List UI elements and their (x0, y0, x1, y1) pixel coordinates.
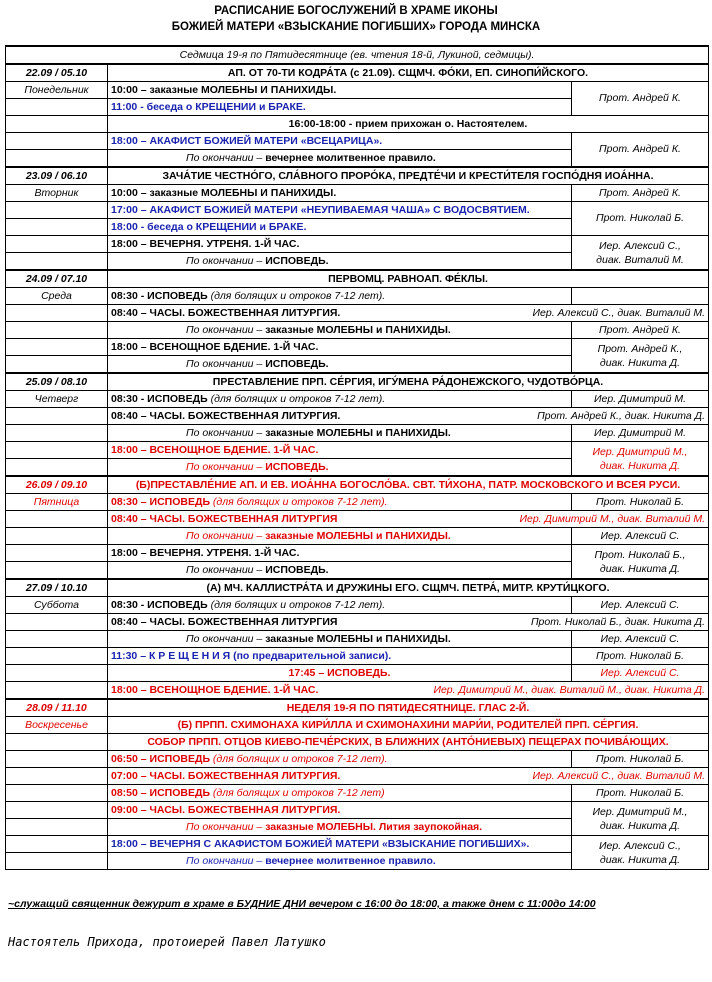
officiant-name: Иер. Алексий С. (600, 632, 680, 645)
service-entry (108, 236, 572, 253)
feast-row (6, 476, 709, 494)
day-date: 27.09 / 10.10 (6, 579, 108, 597)
empty-cell (6, 459, 108, 477)
empty-cell (6, 253, 108, 271)
duty-footnote: ~служащий священник дежурит в храме в БУДНИЕ ДНИ вечером с 16:00 до 18:00, а также днем с 11:00до 14:00 (8, 898, 596, 910)
service-entry (108, 528, 572, 545)
day-weekday: Пятница (6, 494, 108, 511)
empty-cell (6, 631, 108, 648)
service-entry (108, 494, 572, 511)
service-row (6, 494, 709, 511)
day-weekday: Воскресенье (6, 717, 108, 734)
service-entry (108, 768, 709, 785)
service-entry (108, 562, 572, 580)
service-row (6, 528, 709, 545)
empty-cell (6, 202, 108, 219)
service-time: 08:30 - ИСПОВЕДЬ (111, 598, 208, 611)
day-date: 23.09 / 06.10 (6, 167, 108, 185)
officiant-name: Прот. Николай Б. (595, 495, 684, 508)
service-note: (для болящих и отроков 7-12 лет). (207, 289, 386, 302)
officiant (572, 631, 709, 648)
empty-cell (6, 785, 108, 802)
day-date: 22.09 / 05.10 (6, 64, 108, 82)
service-row (6, 751, 709, 768)
officiant-name: Прот. Андрей К. (599, 92, 681, 104)
officiant (572, 288, 709, 305)
service-row (6, 82, 709, 99)
officiant-name: Иер. Алексий С. (600, 598, 680, 611)
service-clergy-inline: Иер. Димитрий М., диак. Виталий М., диак. Никита Д. (433, 683, 705, 696)
service-entry (108, 648, 572, 665)
service-time: ИСПОВЕДЬ. (265, 563, 329, 576)
service-entry (108, 288, 572, 305)
service-entry (108, 116, 709, 133)
service-row (6, 511, 709, 528)
service-entry (108, 819, 572, 836)
service-entry (108, 802, 572, 819)
empty-cell (6, 768, 108, 785)
officiant-name: Прот. Андрей К., (597, 342, 683, 355)
empty-cell (6, 682, 108, 700)
service-time: 08:30 - ИСПОВЕДЬ (111, 392, 208, 405)
officiant-name: Прот. Андрей К. (599, 143, 681, 155)
service-row (6, 648, 709, 665)
feast-title: ПРЕСТАВЛЕНИЕ ПРП. СЕ́РГИЯ, ИГУ́МЕНА РА́ДОНЕЖСКОГО, ЧУДОТВО́РЦА. (108, 373, 709, 391)
day-weekday: Суббота (6, 597, 108, 614)
feast-row (6, 64, 709, 82)
service-note: По окончании – (186, 563, 266, 576)
empty-cell (6, 819, 108, 836)
service-row (6, 116, 709, 133)
service-note: По окончании – (186, 820, 266, 833)
service-row (6, 665, 709, 682)
service-time: 10:00 – заказные МОЛЕБНЫ И ПАНИХИДЫ. (111, 186, 337, 199)
officiant (572, 494, 709, 511)
feast-title: СОБОР ПРПП. ОТЦОВ КИЕВО-ПЕЧЕ́РСКИХ, В БЛИЖНИХ (АНТО́НИЕВЫХ) ПЕЩЕРАХ ПОЧИВА́ЮЩИХ. (108, 734, 709, 751)
officiant (572, 425, 709, 442)
service-row (6, 408, 709, 425)
service-entry (108, 391, 572, 408)
officiant (572, 442, 709, 477)
day-weekday (6, 734, 108, 751)
service-note: (для болящих и отроков 7-12 лет). (210, 495, 388, 508)
officiant-name: Иер. Алексий С. (600, 529, 680, 542)
service-row (6, 202, 709, 219)
service-time: 18:00 - беседа о КРЕЩЕНИИ и БРАКЕ. (111, 220, 307, 233)
day-date: 26.09 / 09.10 (6, 476, 108, 494)
service-note: По окончании – (186, 632, 266, 645)
service-time: 17:45 – ИСПОВЕДЬ. (288, 666, 391, 679)
service-entry (108, 133, 572, 150)
service-time: заказные МОЛЕБНЫ и ПАНИХИДЫ. (265, 632, 451, 645)
empty-cell (6, 545, 108, 562)
empty-cell (6, 511, 108, 528)
service-entry (108, 253, 572, 271)
service-time: 08:40 – ЧАСЫ. БОЖЕСТВЕННАЯ ЛИТУРГИЯ. (111, 306, 341, 319)
day-date: 28.09 / 11.10 (6, 699, 108, 717)
service-entry (108, 82, 572, 99)
service-row (6, 339, 709, 356)
service-entry (108, 356, 572, 374)
officiant (572, 322, 709, 339)
officiant-name: Прот. Николай Б. (595, 752, 684, 765)
feast-row (6, 579, 709, 597)
service-entry (108, 99, 572, 116)
feast-title: НЕДЕЛЯ 19-Я ПО ПЯТИДЕСЯТНИЦЕ. ГЛАС 2-Й. (108, 699, 709, 717)
service-time: заказные МОЛЕБНЫ. Лития заупокойная. (265, 820, 483, 833)
officiant-name: Иер. Димитрий М., (592, 805, 688, 818)
service-note: По окончании – (186, 151, 266, 164)
feast-row (6, 373, 709, 391)
service-row (6, 802, 709, 819)
officiant-name: диак. Никита Д. (599, 356, 681, 369)
service-time: 16:00-18:00 - прием прихожан о. Настоятелем. (288, 117, 528, 130)
service-row (6, 545, 709, 562)
service-time: 18:00 – ВЕЧЕРНЯ. УТРЕНЯ. 1-Й ЧАС. (111, 546, 300, 559)
service-entry (108, 150, 572, 168)
service-time: 11:30 – К Р Е Щ Е Н И Я (по предварительной записи). (111, 649, 392, 662)
service-time: ИСПОВЕДЬ. (265, 460, 329, 473)
service-entry (108, 425, 572, 442)
service-note: (для болящих и отроков 7-12 лет) (210, 786, 385, 799)
officiant-name: Иер. Димитрий М. (593, 426, 687, 439)
service-time: 17:00 – АКАФИСТ БОЖИЕЙ МАТЕРИ «НЕУПИВАЕМАЯ ЧАША» С ВОДОСВЯТИЕМ. (111, 203, 530, 216)
service-time: 08:40 – ЧАСЫ. БОЖЕСТВЕННАЯ ЛИТУРГИЯ (111, 615, 338, 628)
empty-cell (6, 133, 108, 150)
service-time: 07:00 – ЧАСЫ. БОЖЕСТВЕННАЯ ЛИТУРГИЯ. (111, 769, 341, 782)
service-row (6, 305, 709, 322)
officiant-name: Прот. Николай Б., (594, 548, 686, 561)
service-row (6, 322, 709, 339)
service-clergy-inline: Прот. Андрей К., диак. Никита Д. (537, 409, 705, 422)
empty-cell (6, 219, 108, 236)
officiant (572, 597, 709, 614)
day-date: 24.09 / 07.10 (6, 270, 108, 288)
service-time: 18:00 – АКАФИСТ БОЖИЕЙ МАТЕРИ «ВСЕЦАРИЦА». (111, 134, 383, 147)
feast-row (6, 717, 709, 734)
service-entry (108, 322, 572, 339)
service-note: По окончании – (186, 460, 266, 473)
service-entry (108, 682, 709, 700)
empty-cell (6, 99, 108, 116)
officiant-name: Иер. Димитрий М. (593, 392, 687, 405)
service-time: вечернее молитвенное правило. (265, 854, 436, 867)
feast-title: ЗАЧА́ТИЕ ЧЕСТНО́ГО, СЛА́ВНОГО ПРОРО́КА, ПРЕДТЕ́ЧИ И КРЕСТИ́ТЕЛЯ ГОСПО́ДНЯ ИОА́ННА. (108, 167, 709, 185)
service-clergy-inline: Иер. Алексий С., диак. Виталий М. (532, 769, 705, 782)
officiant (572, 528, 709, 545)
page-title-line2: БОЖИЕЙ МАТЕРИ «ВЗЫСКАНИЕ ПОГИБШИХ» ГОРОДА МИНСКА (171, 21, 541, 33)
service-time: 09:00 – ЧАСЫ. БОЖЕСТВЕННАЯ ЛИТУРГИЯ. (111, 803, 341, 816)
officiant (572, 665, 709, 682)
service-clergy-inline: Иер. Алексий С., диак. Виталий М. (532, 306, 705, 319)
officiant (572, 133, 709, 168)
service-entry (108, 614, 709, 631)
service-time: 11:00 - беседа о КРЕЩЕНИИ и БРАКЕ. (111, 100, 306, 113)
feast-row (6, 167, 709, 185)
officiant-name: Иер. Алексий С., (599, 239, 681, 252)
service-entry (108, 305, 709, 322)
service-note: По окончании – (186, 426, 266, 439)
service-entry (108, 665, 572, 682)
empty-cell (6, 305, 108, 322)
sedmica-title: Седмица 19-я по Пятидесятнице (ев. чтения 18-й, Лукиной, седмицы). (6, 46, 709, 64)
service-note: (для болящих и отроков 7-12 лет). (210, 752, 388, 765)
service-time: 08:40 – ЧАСЫ. БОЖЕСТВЕННАЯ ЛИТУРГИЯ (111, 512, 338, 525)
officiant (572, 82, 709, 116)
service-entry (108, 751, 572, 768)
service-row (6, 185, 709, 202)
service-entry (108, 511, 709, 528)
service-row (6, 442, 709, 459)
service-time: 18:00 – ВЕЧЕРНЯ С АКАФИСТОМ БОЖИЕЙ МАТЕРИ «ВЗЫСКАНИЕ ПОГИБШИХ». (111, 837, 530, 850)
service-note: По окончании – (186, 854, 266, 867)
service-time: 18:00 – ВСЕНОЩНОЕ БДЕНИЕ. 1-Й ЧАС. (111, 340, 319, 353)
officiant-name: Прот. Николай Б. (595, 649, 684, 662)
officiant-name: диак. Никита Д. (599, 562, 681, 575)
service-time: 10:00 – заказные МОЛЕБНЫ И ПАНИХИДЫ. (111, 83, 337, 96)
feast-row (6, 699, 709, 717)
day-weekday: Вторник (6, 185, 108, 202)
service-entry (108, 853, 572, 870)
service-entry (108, 185, 572, 202)
service-row (6, 288, 709, 305)
officiant (572, 202, 709, 236)
officiant (572, 236, 709, 271)
empty-cell (6, 853, 108, 870)
service-entry (108, 459, 572, 477)
officiant (572, 545, 709, 580)
page-title-line1: РАСПИСАНИЕ БОГОСЛУЖЕНИЙ В ХРАМЕ ИКОНЫ (214, 5, 498, 17)
service-time: 18:00 – ВЕЧЕРНЯ. УТРЕНЯ. 1-Й ЧАС. (111, 237, 300, 250)
schedule-table (5, 45, 709, 870)
officiant-name: Прот. Андрей К. (599, 186, 681, 199)
day-weekday: Среда (6, 288, 108, 305)
service-time: заказные МОЛЕБНЫ и ПАНИХИДЫ. (265, 529, 451, 542)
service-entry (108, 442, 572, 459)
officiant-name: Иер. Алексий С. (600, 666, 680, 679)
service-entry (108, 785, 572, 802)
officiant-name: Иер. Алексий С., (599, 839, 681, 852)
officiant-name: Прот. Николай Б. (595, 786, 684, 799)
day-weekday: Четверг (6, 391, 108, 408)
service-time: 18:00 – ВСЕНОЩНОЕ БДЕНИЕ. 1-Й ЧАС. (111, 683, 319, 696)
officiant (572, 391, 709, 408)
service-entry (108, 202, 572, 219)
empty-cell (6, 528, 108, 545)
service-note: По окончании – (186, 323, 266, 336)
service-time: 08:50 – ИСПОВЕДЬ (111, 786, 210, 799)
service-entry (108, 408, 709, 425)
feast-title: (Б) ПРПП. СХИМОНАХА КИРИ́ЛЛА И СХИМОНАХИНИ МАРИ́И, РОДИТЕЛЕЙ ПРП. СЕ́РГИЯ. (108, 717, 709, 734)
feast-title: АП. ОТ 70-ТИ КОДРА́ТА (с 21.09). СЩМЧ. ФО́КИ, ЕП. СИНОПИ́ЙСКОГО. (108, 64, 709, 82)
empty-cell (6, 425, 108, 442)
service-row (6, 236, 709, 253)
service-row (6, 597, 709, 614)
feast-title: (А) МЧ. КАЛЛИСТРА́ТА И ДРУЖИНЫ ЕГО. СЩМЧ. ПЕТРА́, МИТР. КРУТИ́ЦКОГО. (108, 579, 709, 597)
empty-cell (6, 648, 108, 665)
service-note: По окончании – (186, 529, 266, 542)
empty-cell (6, 442, 108, 459)
service-note: По окончании – (186, 254, 266, 267)
empty-cell (6, 116, 108, 133)
officiant (572, 185, 709, 202)
officiant (572, 785, 709, 802)
service-entry (108, 631, 572, 648)
officiant-name: диак. Никита Д. (599, 459, 681, 472)
empty-cell (6, 614, 108, 631)
service-time: ИСПОВЕДЬ. (265, 357, 329, 370)
officiant-name: Прот. Николай Б. (595, 212, 684, 224)
service-entry (108, 545, 572, 562)
empty-cell (6, 150, 108, 168)
feast-title: ПЕРВОМЦ. РАВНОАП. ФЕ́КЛЫ. (108, 270, 709, 288)
officiant (572, 802, 709, 836)
service-time: 08:30 – ИСПОВЕДЬ (111, 495, 210, 508)
officiant (572, 648, 709, 665)
service-row (6, 133, 709, 150)
sedmica-row (6, 46, 709, 64)
feast-row (6, 270, 709, 288)
officiant-name: диак. Виталий М. (596, 253, 684, 266)
service-row (6, 425, 709, 442)
service-time: 08:40 – ЧАСЫ. БОЖЕСТВЕННАЯ ЛИТУРГИЯ. (111, 409, 341, 422)
service-entry (108, 597, 572, 614)
empty-cell (6, 339, 108, 356)
service-time: 06:50 – ИСПОВЕДЬ (111, 752, 210, 765)
service-row (6, 682, 709, 700)
service-row (6, 631, 709, 648)
empty-cell (6, 836, 108, 853)
officiant-name: Прот. Андрей К. (599, 323, 681, 336)
empty-cell (6, 802, 108, 819)
empty-cell (6, 751, 108, 768)
empty-cell (6, 356, 108, 374)
officiant (572, 339, 709, 374)
service-entry (108, 836, 572, 853)
empty-cell (6, 322, 108, 339)
service-entry (108, 219, 572, 236)
service-time: 08:30 - ИСПОВЕДЬ (111, 289, 208, 302)
service-time: заказные МОЛЕБНЫ и ПАНИХИДЫ. (265, 323, 451, 336)
service-clergy-inline: Прот. Николай Б., диак. Никита Д. (530, 615, 705, 628)
officiant (572, 751, 709, 768)
service-row (6, 391, 709, 408)
service-row (6, 768, 709, 785)
officiant-name: диак. Никита Д. (599, 819, 681, 832)
service-row (6, 785, 709, 802)
service-time: вечернее молитвенное правило. (265, 151, 436, 164)
service-row (6, 614, 709, 631)
service-time: ИСПОВЕДЬ. (265, 254, 329, 267)
service-row (6, 836, 709, 853)
day-weekday: Понедельник (6, 82, 108, 99)
officiant (572, 836, 709, 870)
officiant-name: диак. Никита Д. (599, 853, 681, 866)
empty-cell (6, 408, 108, 425)
service-note: По окончании – (186, 357, 266, 370)
day-date: 25.09 / 08.10 (6, 373, 108, 391)
empty-cell (6, 562, 108, 580)
empty-cell (6, 236, 108, 253)
officiant-name: Иер. Димитрий М., (592, 445, 688, 458)
service-clergy-inline: Иер. Димитрий М., диак. Виталий М. (519, 512, 705, 525)
service-note: (для болящих и отроков 7-12 лет). (207, 392, 386, 405)
empty-cell (6, 665, 108, 682)
feast-row (6, 734, 709, 751)
service-entry (108, 339, 572, 356)
service-time: заказные МОЛЕБНЫ и ПАНИХИДЫ. (265, 426, 451, 439)
service-time: 18:00 – ВСЕНОЩНОЕ БДЕНИЕ. 1-Й ЧАС. (111, 443, 319, 456)
service-note: (для болящих и отроков 7-12 лет). (207, 598, 386, 611)
feast-title: (Б)ПРЕСТАВЛЕ́НИЕ АП. И ЕВ. ИОА́ННА БОГОСЛО́ВА. СВТ. ТИ́ХОНА, ПАТР. МОСКОВСКОГО И ВСЕЯ РУСИ. (108, 476, 709, 494)
rector-signature: Настоятель Прихода, протоиерей Павел Латушко (8, 935, 326, 949)
